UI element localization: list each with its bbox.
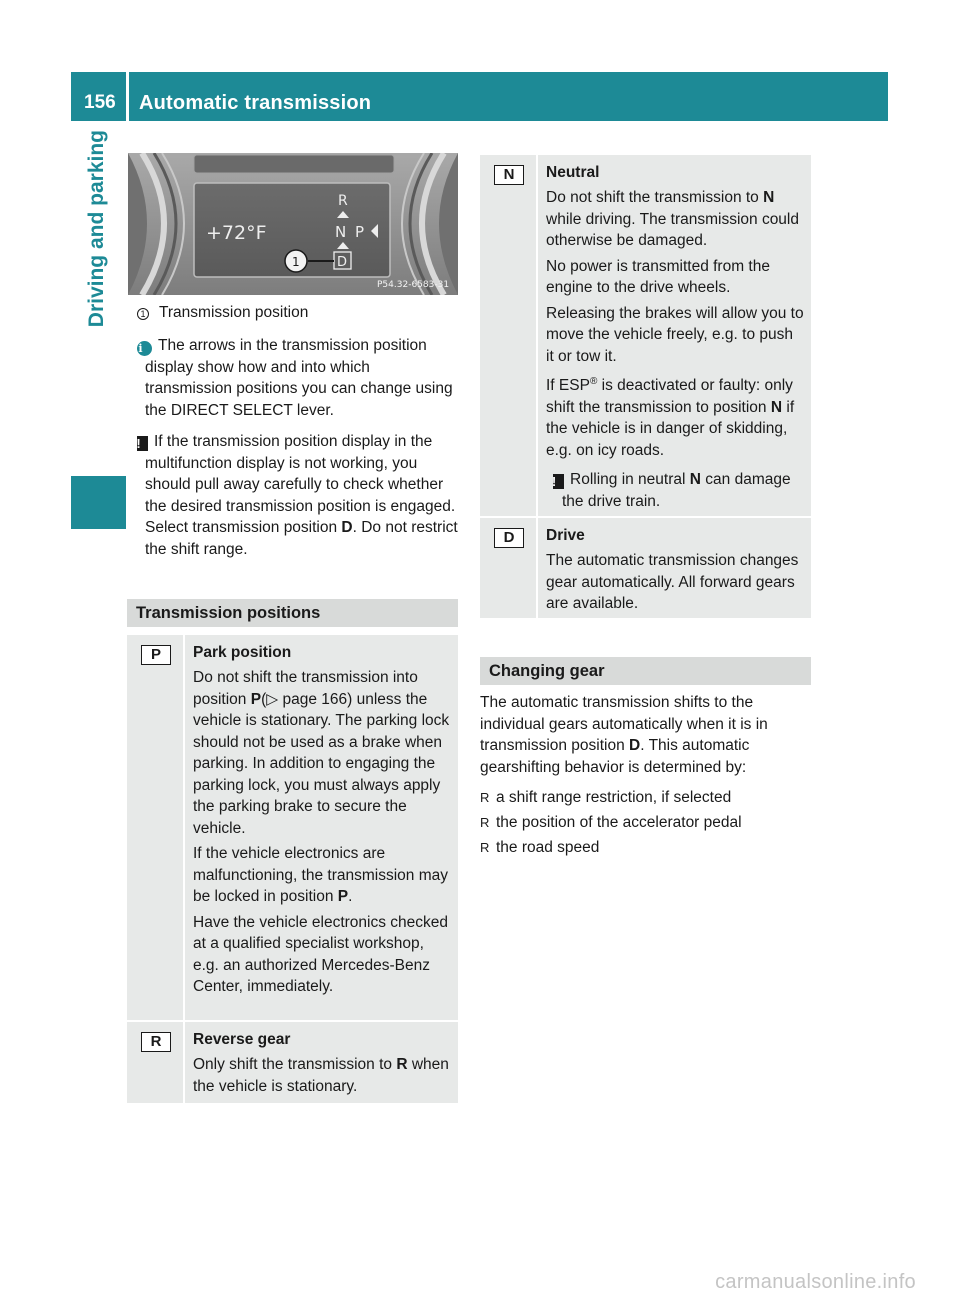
header-bar bbox=[129, 72, 888, 121]
drive-text-cell bbox=[538, 518, 811, 618]
figure-code: P54.32-6583-31 bbox=[377, 280, 450, 290]
neutral-p4-sup: ® bbox=[589, 376, 598, 387]
park-symbol-cell bbox=[127, 635, 185, 1020]
neutral-warn-c: can damage the drive train. bbox=[562, 471, 791, 510]
warning-text-2: . Do not restrict the shift range. bbox=[145, 519, 458, 558]
neutral-warning bbox=[546, 469, 805, 512]
neutral-p1-a: Do not shift the transmission to bbox=[546, 189, 764, 206]
neutral-para-4 bbox=[546, 371, 805, 461]
changing-gear-intro bbox=[480, 692, 810, 778]
neutral-p4-c: N bbox=[770, 398, 783, 416]
park-p1-b: P bbox=[250, 690, 262, 708]
drive-symbol-cell bbox=[480, 518, 538, 618]
list-item: R a shift range restriction, if selected bbox=[480, 785, 810, 810]
neutral-para-2: No power is transmitted from the engine to the drive wheels. bbox=[546, 257, 770, 296]
neutral-symbol-cell bbox=[480, 155, 538, 516]
section-heading-positions: Transmission positions bbox=[127, 599, 458, 627]
neutral-p1-b: N bbox=[763, 189, 775, 206]
park-p2-b: P bbox=[337, 888, 349, 905]
neutral-p4-d: if the vehicle is in danger of skidding, e.g. on icy roads. bbox=[546, 398, 795, 459]
park-para-2 bbox=[193, 843, 452, 908]
warning-text-1: If the transmission position display in the multifunction display is not working, you should pull away carefully to check whether the desired transmission position is engaged. Select transmission position bbox=[145, 433, 456, 536]
neutral-title: Neutral bbox=[546, 164, 600, 181]
reverse-para-1 bbox=[193, 1054, 452, 1097]
park-p1-a: Do not shift the transmission into position bbox=[193, 669, 418, 708]
temperature-text: +72°F bbox=[206, 222, 267, 244]
neutral-para-1 bbox=[546, 187, 805, 252]
warning-note bbox=[137, 431, 461, 560]
gear-n-text: N bbox=[335, 223, 347, 241]
neutral-warn-b: N bbox=[689, 471, 701, 489]
legend-number-icon: 1 bbox=[137, 308, 149, 320]
reverse-p1-a: Only shift the transmission to bbox=[193, 1056, 397, 1073]
park-symbol-icon: P bbox=[141, 645, 171, 665]
reverse-symbol-icon: R bbox=[141, 1032, 171, 1052]
park-p2-c: . bbox=[348, 888, 353, 905]
instrument-cluster-image bbox=[128, 153, 458, 295]
drive-title: Drive bbox=[546, 527, 585, 544]
changing-intro-c: . This automatic gearshifting behavior is determined by: bbox=[480, 737, 750, 776]
neutral-para-3: Releasing the brakes will allow you to move the vehicle freely, e.g. to push it or tow it. bbox=[546, 304, 804, 365]
changing-intro-a: The automatic transmission shifts to the individual gears automatically when it is in transmission position bbox=[480, 694, 768, 754]
neutral-symbol-icon: N bbox=[494, 165, 524, 185]
warning-icon: ! bbox=[553, 474, 564, 489]
gear-r-text: R bbox=[338, 193, 348, 209]
list-item: R the road speed bbox=[480, 835, 810, 860]
page-number: 156 bbox=[84, 92, 116, 113]
changing-intro-b: D bbox=[629, 737, 641, 754]
warning-icon: ! bbox=[137, 436, 148, 451]
reverse-p1-c: when the vehicle is stationary. bbox=[193, 1056, 449, 1095]
neutral-p4-b: is deactivated or faulty: only shift the transmission to position bbox=[546, 377, 793, 416]
neutral-warn-a: Rolling in neutral bbox=[570, 471, 690, 489]
info-note bbox=[137, 335, 459, 421]
reverse-p1-b: R bbox=[396, 1056, 408, 1073]
positions-table-right bbox=[480, 155, 811, 618]
park-para-3: Have the vehicle electronics checked at a qualified specialist workshop, e.g. an authorized Mercedes-Benz Center, immediately. bbox=[193, 913, 449, 995]
reverse-symbol-cell bbox=[127, 1022, 185, 1103]
neutral-p1-c: while driving. The transmission could otherwise be damaged. bbox=[546, 210, 799, 249]
watermark: carmanualsonline.info bbox=[715, 1271, 916, 1293]
figure-legend bbox=[137, 302, 457, 324]
side-tab-label: Driving and parking bbox=[85, 130, 108, 328]
info-icon: i bbox=[137, 341, 152, 356]
changing-gear-bullets bbox=[480, 785, 810, 860]
table-row-drive bbox=[480, 516, 811, 618]
section-heading-changing-gear: Changing gear bbox=[480, 657, 811, 685]
neutral-p4-a: If ESP bbox=[546, 377, 590, 395]
park-title: Park position bbox=[193, 644, 292, 661]
drive-para-1: The automatic transmission changes gear automatically. All forward gears are available. bbox=[546, 552, 799, 612]
list-item: R the position of the accelerator pedal bbox=[480, 810, 810, 835]
table-row-park bbox=[127, 635, 458, 1020]
park-para-1 bbox=[193, 667, 452, 839]
callout-1-text: 1 bbox=[292, 255, 300, 269]
side-tab bbox=[71, 130, 126, 475]
drive-symbol-icon: D bbox=[494, 528, 524, 548]
reverse-text-cell bbox=[185, 1022, 458, 1103]
table-row-neutral bbox=[480, 155, 811, 516]
gear-d-text: D bbox=[337, 255, 348, 270]
table-row-reverse bbox=[127, 1020, 458, 1103]
warning-text-bold: D bbox=[341, 519, 353, 536]
positions-table-left bbox=[127, 635, 458, 1103]
info-note-text: The arrows in the transmission position display show how and into which transmission positions you can change using the DIRECT SELECT lever. bbox=[145, 337, 453, 419]
reverse-title: Reverse gear bbox=[193, 1031, 291, 1048]
gear-p-text: P bbox=[355, 223, 365, 241]
side-tab-block bbox=[71, 476, 126, 529]
page-number-box bbox=[71, 72, 126, 121]
legend-text: Transmission position bbox=[159, 304, 309, 321]
chapter-title: Automatic transmission bbox=[139, 92, 372, 114]
park-p2-a: If the vehicle electronics are malfunctioning, the transmission may be locked in position bbox=[193, 845, 449, 905]
park-p1-c: (▷ page 166) unless the vehicle is stationary. The parking lock should not be used as a brake when parking. In addition to engaging the parking lock, you must always apply the parking brake to secure the vehicle. bbox=[193, 690, 450, 837]
neutral-text-cell bbox=[538, 155, 811, 516]
park-text-cell bbox=[185, 635, 458, 1020]
